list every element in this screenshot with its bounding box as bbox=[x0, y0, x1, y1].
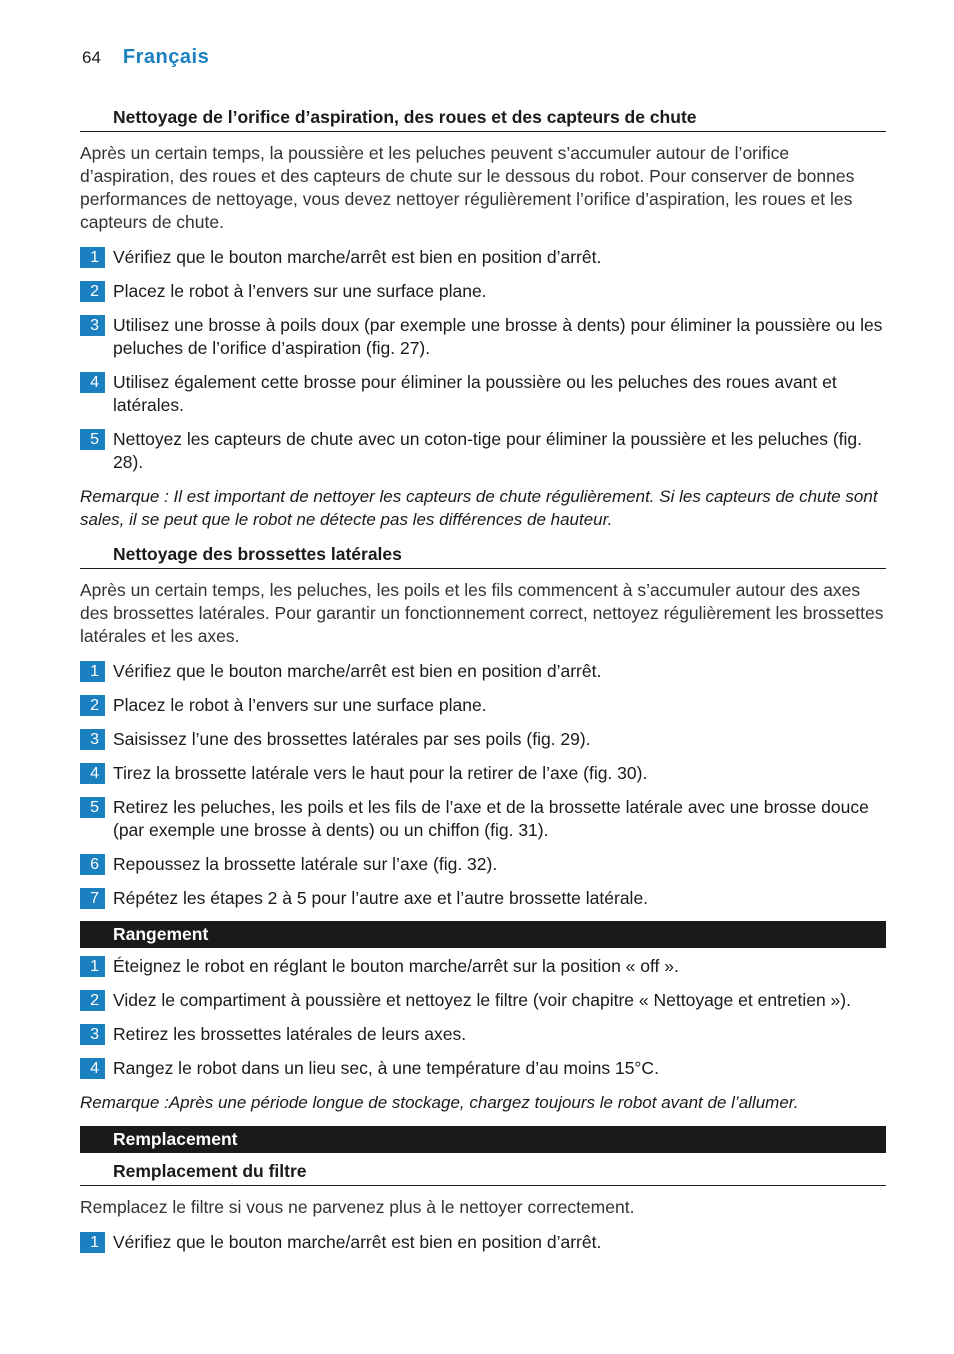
step-number-badge: 2 bbox=[80, 990, 105, 1011]
step-text: Nettoyez les capteurs de chute avec un coton-tige pour éliminer la poussière et les peluches (fig. 28). bbox=[113, 429, 863, 472]
language-title: Français bbox=[122, 46, 210, 68]
step-item bbox=[80, 989, 886, 1012]
step-text: Placez le robot à l’envers sur une surface plane. bbox=[113, 281, 487, 301]
step-number-badge: 1 bbox=[80, 956, 105, 977]
step-text: Retirez les brossettes latérales de leurs axes. bbox=[113, 1024, 467, 1044]
step-text: Repoussez la brossette latérale sur l’axe (fig. 32). bbox=[113, 854, 498, 874]
step-text: Rangez le robot dans un lieu sec, à une température d’au moins 15°C. bbox=[113, 1058, 659, 1078]
step-text: Placez le robot à l’envers sur une surface plane. bbox=[113, 695, 487, 715]
step-item bbox=[80, 796, 886, 842]
steps-list-storage bbox=[80, 955, 886, 1080]
steps-list-suction bbox=[80, 246, 886, 474]
step-number-badge: 1 bbox=[80, 1232, 105, 1253]
note-suction: Remarque : Il est important de nettoyer les capteurs de chute régulièrement. Si les capteurs de chute sont sales, il se peut que le robot ne détecte pas les différences de hauteur. bbox=[80, 487, 878, 529]
step-item bbox=[80, 246, 886, 269]
step-number-badge: 2 bbox=[80, 281, 105, 302]
step-text: Vérifiez que le bouton marche/arrêt est bien en position d’arrêt. bbox=[113, 247, 602, 267]
step-text: Vérifiez que le bouton marche/arrêt est bien en position d’arrêt. bbox=[113, 661, 602, 681]
step-number-badge: 4 bbox=[80, 372, 105, 393]
step-item bbox=[80, 1057, 886, 1080]
step-number-badge: 3 bbox=[80, 315, 105, 336]
step-item bbox=[80, 1023, 886, 1046]
note-storage: Remarque :Après une période longue de stockage, chargez toujours le robot avant de l’allumer. bbox=[80, 1093, 799, 1112]
section-heading-suction: Nettoyage de l’orifice d’aspiration, des roues et des capteurs de chute bbox=[80, 106, 886, 132]
step-text: Videz le compartiment à poussière et nettoyez le filtre (voir chapitre « Nettoyage et entretien »). bbox=[113, 990, 851, 1010]
step-number-badge: 7 bbox=[80, 888, 105, 909]
step-text: Saisissez l’une des brossettes latérales par ses poils (fig. 29). bbox=[113, 729, 591, 749]
section-heading-side-brushes: Nettoyage des brossettes latérales bbox=[80, 543, 886, 569]
section-intro-filter: Remplacez le filtre si vous ne parvenez plus à le nettoyer correctement. bbox=[80, 1197, 635, 1217]
section-heading-storage: Rangement bbox=[80, 921, 886, 948]
step-item bbox=[80, 1231, 886, 1254]
step-item bbox=[80, 428, 886, 474]
page-number: 64 bbox=[82, 48, 101, 67]
section-intro-side-brushes: Après un certain temps, les peluches, les poils et les fils commencent à s’accumuler autour des axes des brossettes latérales. Pour garantir un fonctionnement correct, nettoyez régulièrement les brossettes latérales et les axes. bbox=[80, 580, 884, 646]
subheading-filter-replacement: Remplacement du filtre bbox=[80, 1160, 886, 1186]
step-text: Tirez la brossette latérale vers le haut pour la retirer de l’axe (fig. 30). bbox=[113, 763, 648, 783]
step-number-badge: 4 bbox=[80, 1058, 105, 1079]
step-number-badge: 5 bbox=[80, 429, 105, 450]
step-item bbox=[80, 694, 886, 717]
step-item bbox=[80, 853, 886, 876]
step-number-badge: 6 bbox=[80, 854, 105, 875]
step-item bbox=[80, 887, 886, 910]
step-item bbox=[80, 660, 886, 683]
page-header bbox=[82, 46, 209, 76]
section-heading-replacement: Remplacement bbox=[80, 1126, 886, 1153]
step-text: Éteignez le robot en réglant le bouton marche/arrêt sur la position « off ». bbox=[113, 956, 679, 976]
step-item bbox=[80, 371, 886, 417]
step-number-badge: 1 bbox=[80, 661, 105, 682]
step-item bbox=[80, 955, 886, 978]
step-item bbox=[80, 280, 886, 303]
section-intro-suction: Après un certain temps, la poussière et les peluches peuvent s’accumuler autour de l’orifice d’aspiration, des roues et des capteurs de chute sur le dessous du robot. Pour conserver de bonnes performances de nettoyage, vous devez nettoyer régulièrement l’orifice d’aspiration, les roues et les capteurs de chute. bbox=[80, 143, 855, 232]
step-text: Vérifiez que le bouton marche/arrêt est bien en position d’arrêt. bbox=[113, 1232, 602, 1252]
step-item bbox=[80, 314, 886, 360]
step-item bbox=[80, 762, 886, 785]
page-content bbox=[80, 106, 886, 1265]
steps-list-side-brushes bbox=[80, 660, 886, 910]
step-text: Utilisez également cette brosse pour éliminer la poussière ou les peluches des roues avant et latérales. bbox=[113, 372, 837, 415]
step-number-badge: 2 bbox=[80, 695, 105, 716]
step-text: Retirez les peluches, les poils et les fils de l’axe et de la brossette latérale avec une brosse douce (par exemple une brosse à dents) ou un chiffon (fig. 31). bbox=[113, 797, 869, 840]
steps-list-filter bbox=[80, 1231, 886, 1254]
step-number-badge: 4 bbox=[80, 763, 105, 784]
step-number-badge: 1 bbox=[80, 247, 105, 268]
step-number-badge: 5 bbox=[80, 797, 105, 818]
step-item bbox=[80, 728, 886, 751]
step-number-badge: 3 bbox=[80, 1024, 105, 1045]
step-number-badge: 3 bbox=[80, 729, 105, 750]
step-text: Répétez les étapes 2 à 5 pour l’autre axe et l’autre brossette latérale. bbox=[113, 888, 649, 908]
step-text: Utilisez une brosse à poils doux (par exemple une brosse à dents) pour éliminer la poussière ou les peluches de l’orifice d’aspiration (fig. 27). bbox=[113, 315, 883, 358]
